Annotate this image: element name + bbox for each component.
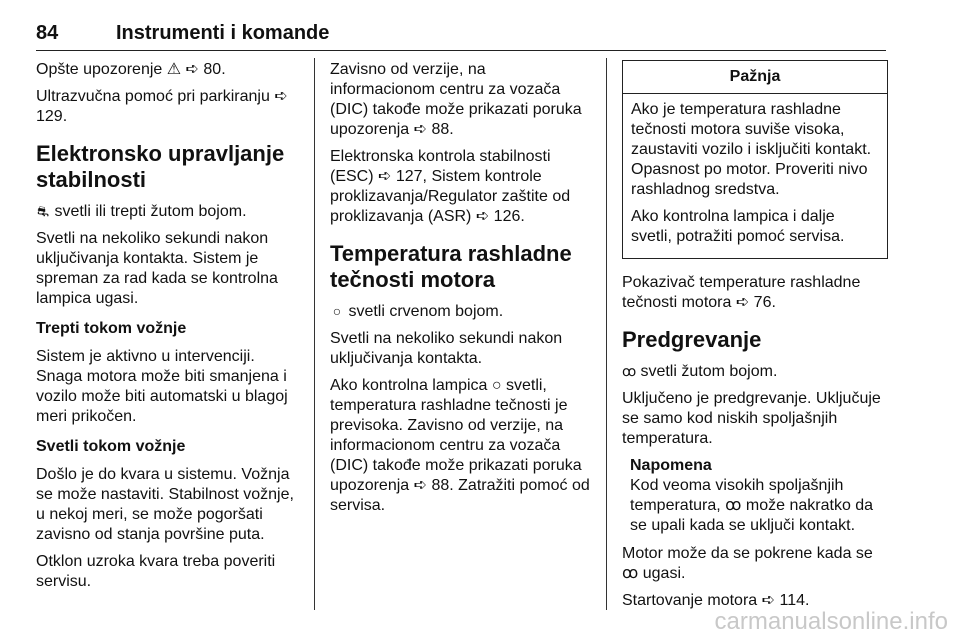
glow-plug-icon: ꝏ xyxy=(622,363,637,379)
dic-paragraph: Zavisno od verzije, na informacionom centru za vozača (DIC) takođe može prikazati poruka upozorenja ➪ 88. xyxy=(330,61,582,138)
caution-title: Pažnja xyxy=(623,61,887,94)
preheating-heading: Predgrevanje xyxy=(622,327,762,352)
coolant-temp-heading: Temperatura rashladne tečnosti motora xyxy=(330,241,572,292)
coolant-symbol-line xyxy=(330,301,592,322)
caution-paragraph-1: Ako je temperatura rashladne tečnosti motora suviše visoka, zaustaviti vozilo i isključiti kontakt. Opasnost po motor. Proveriti nivo rashladnog sredstva. xyxy=(631,101,872,198)
coolant-symbol-text: svetli crvenom bojom. xyxy=(348,303,504,320)
lit-paragraph-2: Otklon uzroka kvara treba poveriti servisu. xyxy=(36,553,276,590)
watermark: carmanualsonline.info xyxy=(714,608,948,635)
esc-asr-ref: Elektronska kontrola stabilnosti (ESC) ➪ 127, Sistem kontrole proklizavanja/Regulator zaštite od proklizavanja (ASR) ➪ 126. xyxy=(330,148,571,225)
preheating-paragraph-1: Uključeno je predgrevanje. Uključuje se samo kod niskih spoljašnjih temperatura. xyxy=(622,390,881,447)
caution-box xyxy=(622,60,888,259)
column-left xyxy=(36,60,304,599)
esc-warning-icon: ⛐ xyxy=(36,203,50,219)
page-header xyxy=(36,22,886,51)
blink-heading: Trepti tokom vožnje xyxy=(36,320,187,337)
lit-paragraph: Došlo je do kvara u sistemu. Vožnja se može nastaviti. Stabilnost vožnje, u nekoj meri, se može pogoršati zavisno od stanja površine puta. xyxy=(36,466,294,543)
caution-body xyxy=(623,94,887,258)
caution-paragraph-2: Ako kontrolna lampica i dalje svetli, potražiti pomoć servisa. xyxy=(631,208,845,245)
esc-symbol-line xyxy=(36,201,304,222)
preheating-paragraph-2: Motor može da se pokrene kada se ꝏ ugasi. xyxy=(622,545,873,582)
lit-heading: Svetli tokom vožnje xyxy=(36,438,186,455)
note-body: Kod veoma visokih spoljašnjih temperatura, ꝏ može nakratko da se upali kada se uključi kontakt. xyxy=(630,477,874,534)
esc-symbol-text: svetli ili trepti žutom bojom. xyxy=(54,203,247,220)
note-block xyxy=(630,456,888,536)
column-middle xyxy=(330,60,592,523)
esc-paragraph: Svetli na nekoliko sekundi nakon uključivanja kontakta. Sistem je spreman za rad kada se kontrolna lampica ugasi. xyxy=(36,230,278,307)
general-warning-ref: Opšte upozorenje ⚠ ➪ 80. xyxy=(36,61,226,78)
note-title: Napomena xyxy=(630,457,712,474)
blink-paragraph: Sistem je aktivno u intervenciji. Snaga motora može biti smanjena i vozilo može biti automatski u blagoj meri prikočen. xyxy=(36,348,288,425)
column-divider-2 xyxy=(606,58,607,610)
parking-assist-ref: Ultrazvučna pomoć pri parkiranju ➪ 129. xyxy=(36,88,288,125)
coolant-gauge-ref: Pokazivač temperature rashladne tečnosti motora ➪ 76. xyxy=(622,274,861,311)
preheating-symbol-text: svetli žutom bojom. xyxy=(640,363,778,380)
coolant-paragraph-2: Ako kontrolna lampica ○ svetli, temperatura rashladne tečnosti je previsoka. Zavisno od verzije, na informacionom centru za vozača (DIC) takođe može prikazati poruka upozorenja ➪ 88. Zatražiti pomoć od servisa. xyxy=(330,377,590,514)
column-right xyxy=(622,60,888,618)
running-title: Instrumenti i komande xyxy=(116,22,330,44)
preheating-symbol-line xyxy=(622,361,888,382)
esc-heading: Elektronsko upravljanje stabilnosti xyxy=(36,141,285,192)
coolant-paragraph-1: Svetli na nekoliko sekundi nakon uključivanja kontakta. xyxy=(330,330,563,367)
coolant-temperature-icon: ○ xyxy=(332,303,342,319)
page-number: 84 xyxy=(36,22,59,44)
column-divider-1 xyxy=(314,58,315,610)
engine-start-ref: Startovanje motora ➪ 114. xyxy=(622,592,810,609)
